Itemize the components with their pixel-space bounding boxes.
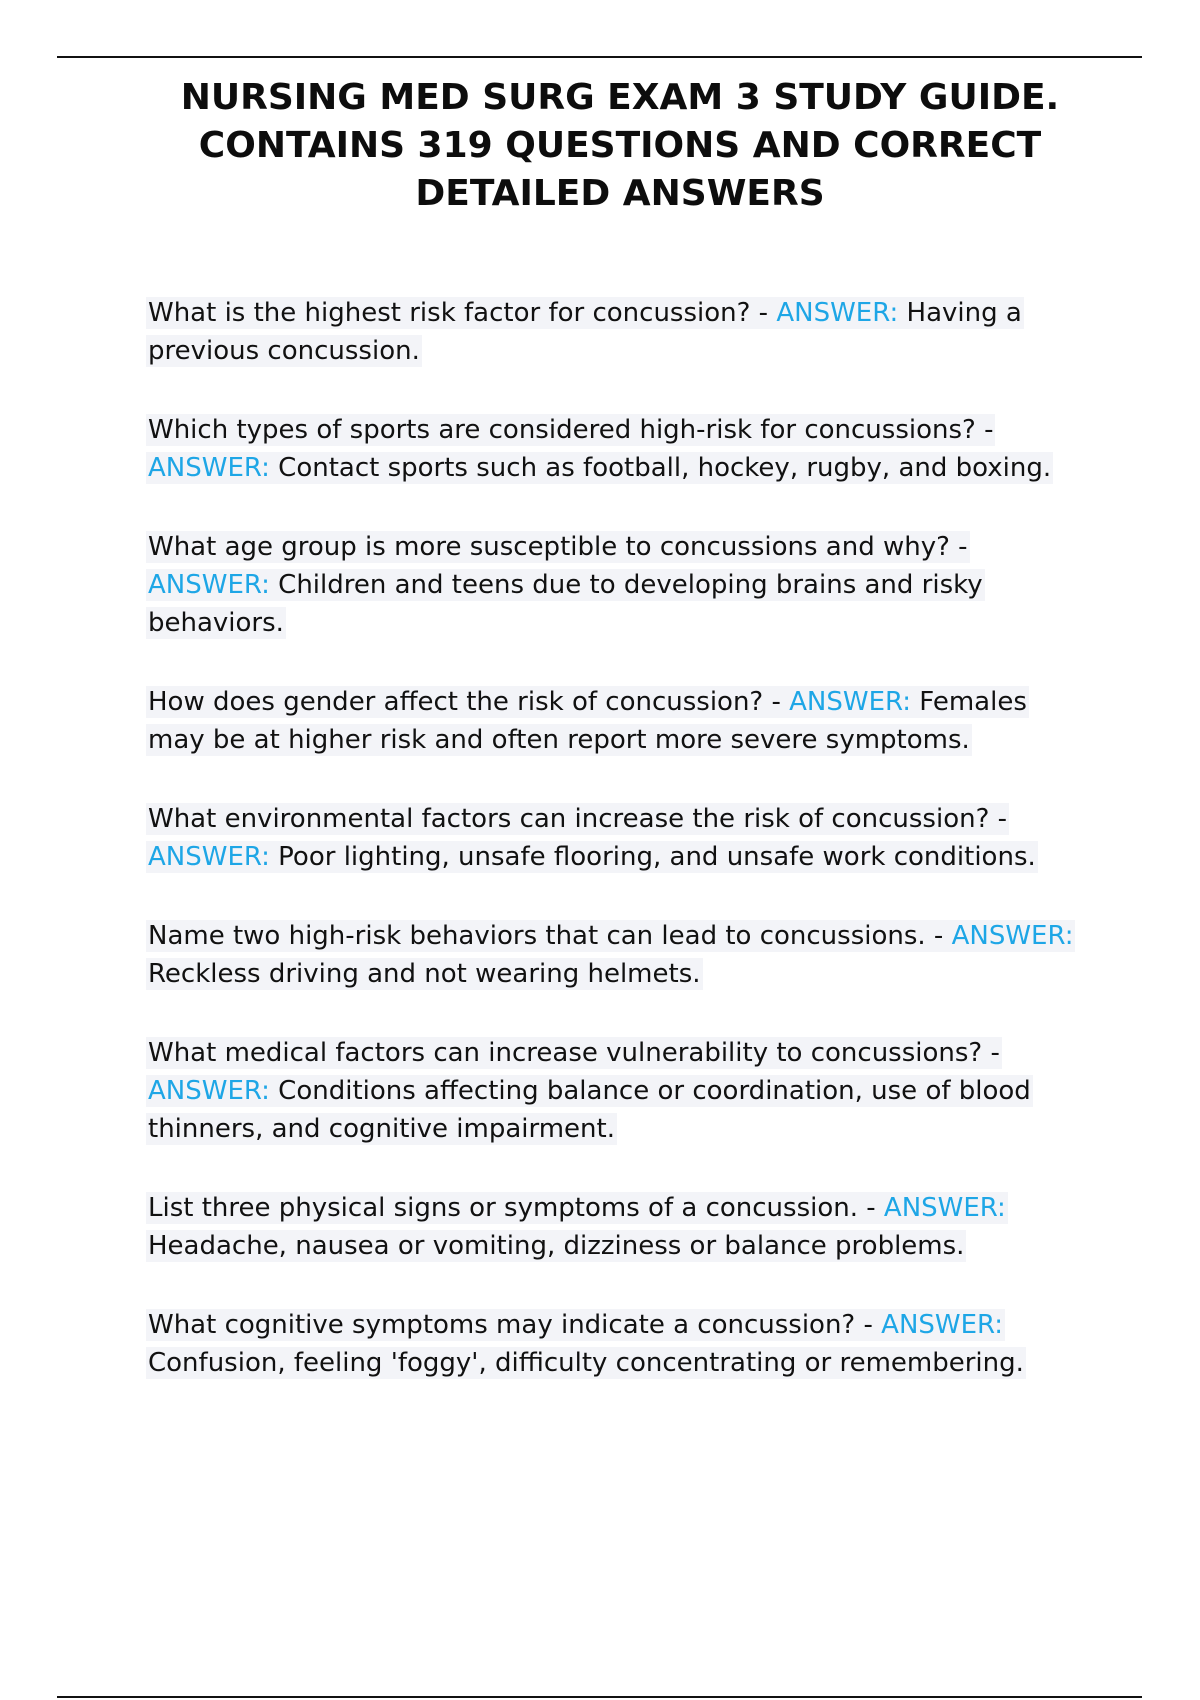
answer-text: Contact sports such as football, hockey, rugby, and boxing. [269,453,1052,483]
answer-label: ANSWER: [789,687,912,717]
answer-label: ANSWER: [148,453,270,483]
question-text: What is the highest risk factor for concussion? - [148,298,777,328]
title-line-1: NURSING MED SURG EXAM 3 STUDY GUIDE. [180,77,1060,118]
qa-item [146,411,1076,487]
answer-label: ANSWER: [148,570,270,600]
question-text: How does gender affect the risk of concussion? - [148,687,790,717]
title-line-2: CONTAINS 319 QUESTIONS AND CORRECT [198,125,1042,166]
qa-item [146,917,1076,993]
question-text: What environmental factors can increase the risk of concussion? - [148,804,1008,834]
question-text: What medical factors can increase vulnerability to concussions? - [148,1038,1000,1068]
answer-text: Confusion, feeling 'foggy', difficulty concentrating or remembering. [148,1348,1024,1378]
answer-text: Reckless driving and not wearing helmets. [148,959,701,989]
qa-list [146,294,1076,1423]
answer-label: ANSWER: [776,298,899,328]
qa-item [146,1306,1076,1382]
answer-text: Females may be at higher risk and often report more severe symptoms. [148,687,1027,755]
qa-item [146,683,1076,759]
document-title [130,74,1110,218]
answer-label: ANSWER: [148,842,270,872]
question-text: Name two high-risk behaviors that can lead to concussions. - [148,921,952,951]
answer-text: Headache, nausea or vomiting, dizziness or balance problems. [148,1231,965,1261]
question-text: What age group is more susceptible to concussions and why? - [148,532,968,562]
qa-item [146,294,1076,370]
top-rule [57,56,1142,58]
answer-label: ANSWER: [951,921,1074,951]
question-text: List three physical signs or symptoms of a concussion. - [148,1193,884,1223]
qa-item [146,800,1076,876]
title-line-3: DETAILED ANSWERS [415,173,825,214]
question-text: Which types of sports are considered high-risk for concussions? - [148,415,994,445]
answer-text: Poor lighting, unsafe flooring, and unsafe work conditions. [269,842,1036,872]
answer-text: Conditions affecting balance or coordination, use of blood thinners, and cognitive impairment. [148,1076,1031,1144]
answer-label: ANSWER: [883,1193,1006,1223]
qa-item [146,1034,1076,1148]
answer-text: Having a previous concussion. [148,298,1022,366]
bottom-rule [57,1696,1142,1698]
qa-item [146,528,1076,642]
question-text: What cognitive symptoms may indicate a concussion? - [148,1310,882,1340]
qa-item [146,1189,1076,1265]
answer-label: ANSWER: [881,1310,1004,1340]
answer-label: ANSWER: [148,1076,270,1106]
answer-text: Children and teens due to developing brains and risky behaviors. [148,570,983,638]
